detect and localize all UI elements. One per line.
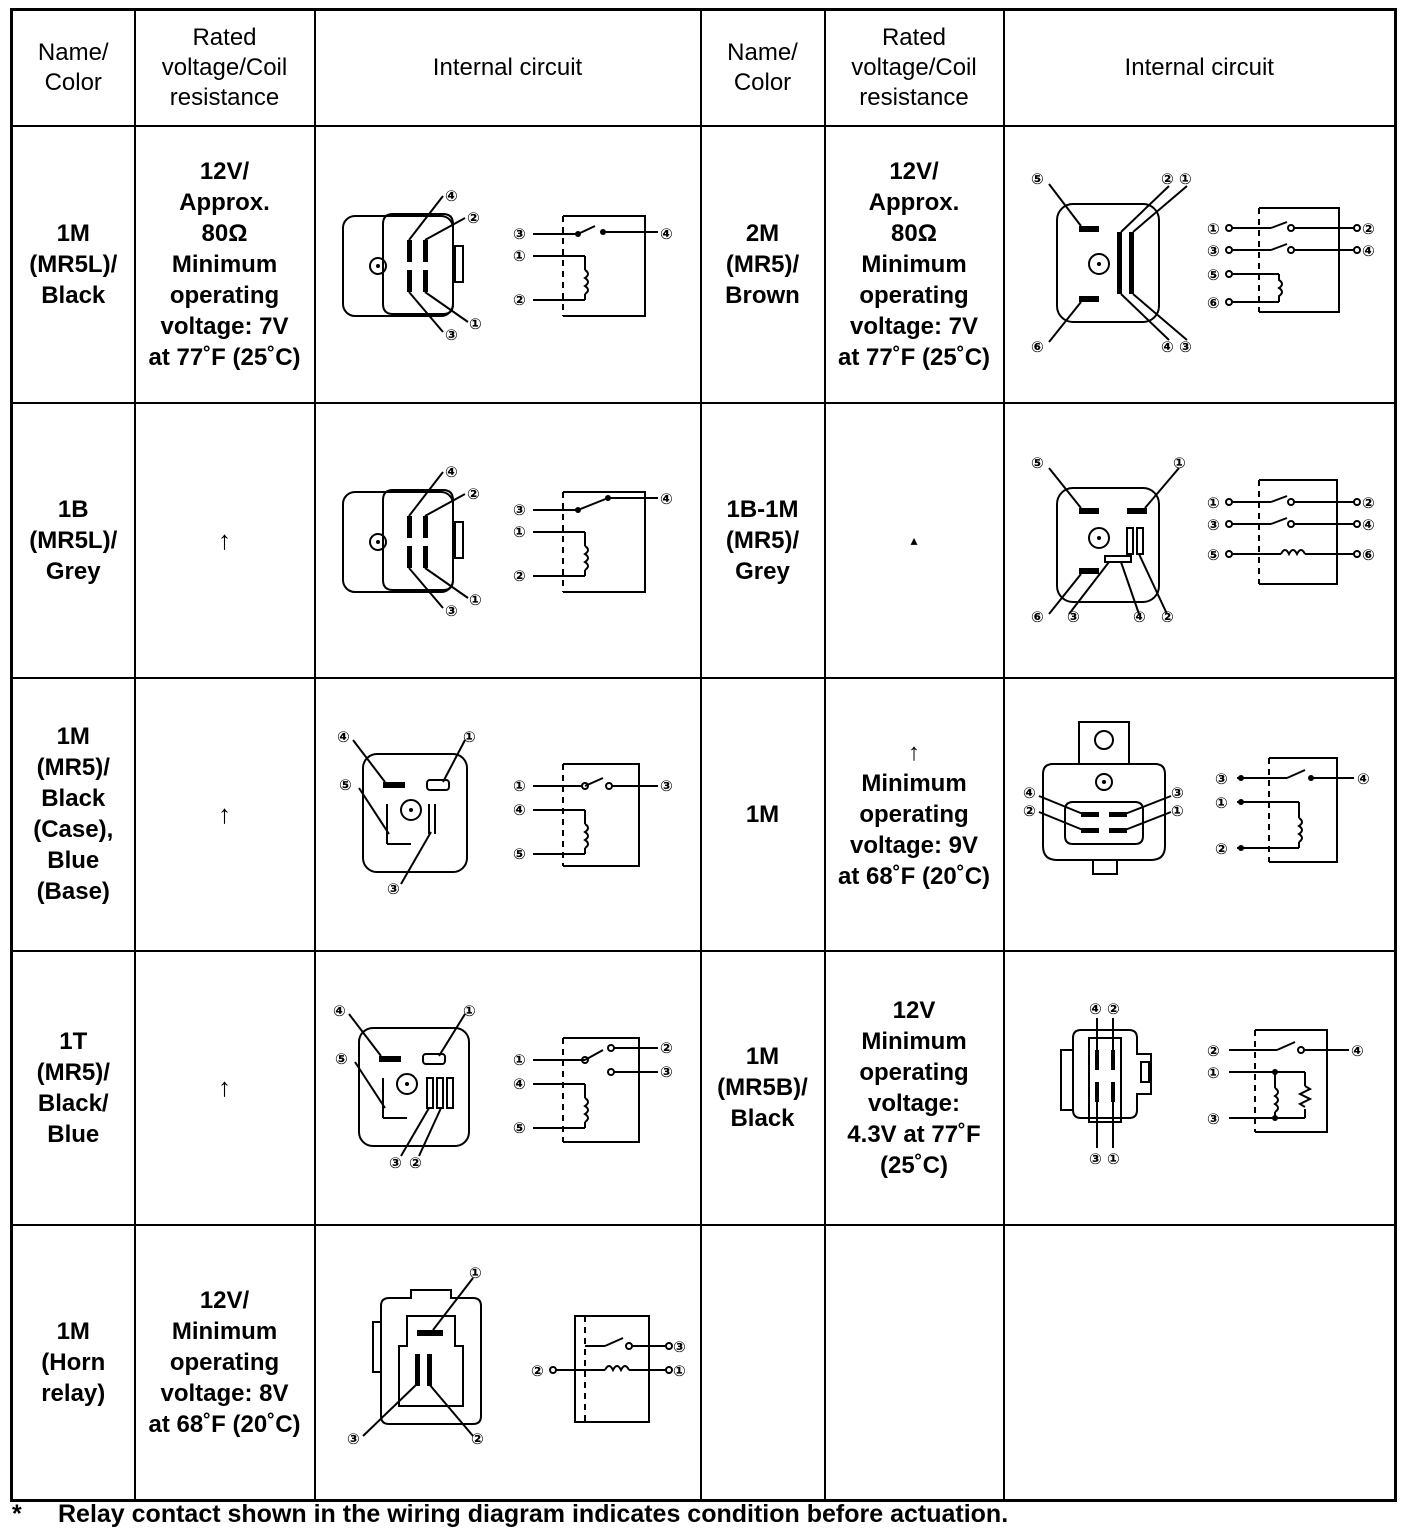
svg-text:②: ② [1023, 802, 1036, 820]
svg-text:③: ③ [1207, 242, 1220, 260]
relay-1b-mr5l-diagram [323, 450, 693, 630]
relay-1m-diagram [1009, 714, 1389, 914]
internal-circuit-diagram [315, 403, 701, 678]
relay-rating-empty [825, 1225, 1004, 1501]
svg-text:③: ③ [444, 602, 458, 620]
svg-text:④: ④ [444, 463, 458, 481]
svg-text:①: ① [1179, 170, 1192, 188]
svg-text:③: ③ [1067, 608, 1080, 626]
svg-text:③: ③ [1207, 516, 1220, 534]
svg-text:④: ④ [336, 728, 350, 746]
svg-text:④: ④ [659, 490, 673, 508]
table-row [12, 1225, 1396, 1501]
svg-text:①: ① [462, 728, 476, 746]
svg-text:③: ③ [659, 1062, 673, 1081]
svg-text:④: ④ [1362, 242, 1375, 260]
svg-text:③: ③ [512, 225, 526, 243]
svg-text:①: ① [1207, 220, 1220, 238]
svg-text:③: ③ [1089, 1149, 1102, 1168]
relay-rating: 12V/ Minimum operating voltage: 8V at 68˚F (20˚C) [135, 1225, 315, 1501]
svg-text:⑥: ⑥ [1031, 608, 1044, 626]
svg-text:④: ④ [1161, 338, 1174, 356]
internal-circuit-diagram [315, 126, 701, 403]
relay-name: 1T (MR5)/ Black/ Blue [12, 951, 135, 1225]
svg-text:②: ② [512, 291, 526, 309]
header-internal-circuit-right: Internal circuit [1004, 10, 1396, 126]
svg-text:②: ② [408, 1153, 422, 1172]
footnote-text: Relay contact shown in the wiring diagram indicates condition before actuation. [58, 1500, 1009, 1528]
svg-text:⑤: ⑤ [512, 1118, 526, 1137]
svg-text:②: ② [1161, 170, 1174, 188]
svg-text:④: ④ [1133, 608, 1146, 626]
svg-text:③: ③ [388, 1153, 402, 1172]
internal-circuit-diagram [1004, 678, 1396, 951]
relay-rating: 12V/ Approx. 80Ω Minimum operating voltage: 7V at 77˚F (25˚C) [135, 126, 315, 403]
svg-text:⑤: ⑤ [338, 776, 352, 794]
relay-name: 1M (MR5)/ Black (Case), Blue (Base) [12, 678, 135, 951]
header-name-color-right: Name/ Color [701, 10, 825, 126]
relay-name: 1M [701, 678, 825, 951]
relay-rating: ↑ [135, 678, 315, 951]
svg-text:③: ③ [346, 1430, 360, 1449]
relay-rating: ↑ Minimum operating voltage: 9V at 68˚F (20˚C) [825, 678, 1004, 951]
relay-1m-mr5-case-diagram [323, 724, 693, 904]
svg-text:③: ③ [512, 501, 526, 519]
header-rated-voltage-right: Rated voltage/Coil resistance [825, 10, 1004, 126]
relay-1b-1m-mr5-diagram [1009, 450, 1389, 630]
svg-text:③: ③ [1215, 770, 1228, 788]
relay-spec-table [10, 8, 1397, 1502]
svg-text:③: ③ [1179, 338, 1192, 356]
svg-text:②: ② [1362, 220, 1375, 238]
svg-text:②: ② [1215, 840, 1228, 858]
svg-text:①: ① [512, 523, 526, 541]
svg-text:⑥: ⑥ [1362, 546, 1375, 564]
svg-text:⑤: ⑤ [1207, 546, 1220, 564]
svg-text:③: ③ [444, 326, 458, 344]
svg-text:④: ④ [1089, 999, 1102, 1018]
svg-text:④: ④ [512, 801, 526, 819]
svg-text:②: ② [1362, 494, 1375, 512]
svg-text:③: ③ [672, 1338, 686, 1357]
relay-name: 1B-1M (MR5)/ Grey [701, 403, 825, 678]
header-row [12, 10, 1396, 126]
internal-circuit-diagram [315, 951, 701, 1225]
relay-name-empty [701, 1225, 825, 1501]
svg-text:⑤: ⑤ [1031, 170, 1044, 188]
relay-rating: 12V Minimum operating voltage: 4.3V at 77˚F (25˚C) [825, 951, 1004, 1225]
svg-text:①: ① [512, 247, 526, 265]
relay-name: 1B (MR5L)/ Grey [12, 403, 135, 678]
footnote [12, 1500, 1008, 1529]
svg-text:④: ④ [1351, 1041, 1364, 1060]
svg-text:④: ④ [332, 1001, 346, 1020]
header-rated-voltage: Rated voltage/Coil resistance [135, 10, 315, 126]
svg-text:⑤: ⑤ [1031, 454, 1044, 472]
svg-text:⑥: ⑥ [1031, 338, 1044, 356]
table-row [12, 403, 1396, 678]
svg-text:①: ① [468, 1264, 482, 1283]
header-name-color: Name/ Color [12, 10, 135, 126]
relay-1m-mr5l-diagram [323, 174, 693, 354]
svg-text:②: ② [512, 567, 526, 585]
svg-text:④: ④ [1357, 770, 1370, 788]
relay-1t-mr5-diagram [323, 998, 693, 1178]
internal-circuit-diagram [1004, 126, 1396, 403]
svg-text:①: ① [512, 777, 526, 795]
svg-text:①: ① [462, 1001, 476, 1020]
svg-text:①: ① [1207, 1063, 1220, 1082]
svg-text:⑤: ⑤ [334, 1049, 348, 1068]
relay-2m-mr5-diagram [1009, 164, 1389, 364]
relay-rating: ↑ [135, 403, 315, 678]
svg-text:③: ③ [659, 777, 673, 795]
relay-rating: ▴ [825, 403, 1004, 678]
internal-circuit-diagram [1004, 403, 1396, 678]
svg-text:③: ③ [1207, 1109, 1220, 1128]
svg-text:②: ② [470, 1430, 484, 1449]
svg-text:②: ② [659, 1038, 673, 1057]
table-row [12, 126, 1396, 403]
svg-text:①: ① [468, 315, 482, 333]
svg-text:①: ① [1215, 794, 1228, 812]
table-row [12, 951, 1396, 1225]
relay-1m-mr5b-diagram [1009, 998, 1389, 1178]
svg-text:④: ④ [1362, 516, 1375, 534]
svg-text:①: ① [1171, 802, 1184, 820]
svg-text:④: ④ [444, 187, 458, 205]
svg-text:①: ① [1173, 454, 1186, 472]
relay-rating: ↑ [135, 951, 315, 1225]
svg-text:①: ① [1107, 1149, 1120, 1168]
svg-text:①: ① [468, 591, 482, 609]
header-internal-circuit: Internal circuit [315, 10, 701, 126]
relay-rating: 12V/ Approx. 80Ω Minimum operating voltage: 7V at 77˚F (25˚C) [825, 126, 1004, 403]
svg-text:②: ② [466, 209, 480, 227]
svg-text:④: ④ [512, 1074, 526, 1093]
svg-text:①: ① [512, 1050, 526, 1069]
internal-circuit-diagram [1004, 951, 1396, 1225]
svg-text:②: ② [1107, 999, 1120, 1018]
svg-text:⑤: ⑤ [1207, 266, 1220, 284]
footnote-mark: * [12, 1500, 22, 1528]
svg-text:③: ③ [1171, 784, 1184, 802]
relay-name: 1M (MR5L)/ Black [12, 126, 135, 403]
relay-name: 1M (MR5B)/ Black [701, 951, 825, 1225]
svg-text:①: ① [672, 1362, 686, 1381]
svg-text:⑥: ⑥ [1207, 294, 1220, 312]
svg-text:③: ③ [386, 880, 400, 898]
svg-text:④: ④ [1023, 784, 1036, 802]
internal-circuit-diagram [315, 1225, 701, 1501]
svg-text:②: ② [466, 485, 480, 503]
internal-circuit-empty [1004, 1225, 1396, 1501]
relay-name: 2M (MR5)/ Brown [701, 126, 825, 403]
svg-text:④: ④ [659, 225, 673, 243]
internal-circuit-diagram [315, 678, 701, 951]
svg-text:②: ② [530, 1362, 544, 1381]
svg-text:②: ② [1207, 1041, 1220, 1060]
svg-text:①: ① [1207, 494, 1220, 512]
relay-name: 1M (Horn relay) [12, 1225, 135, 1501]
horn-relay-diagram [323, 1262, 693, 1462]
table-row [12, 678, 1396, 951]
svg-text:②: ② [1161, 608, 1174, 626]
svg-text:⑤: ⑤ [512, 845, 526, 863]
